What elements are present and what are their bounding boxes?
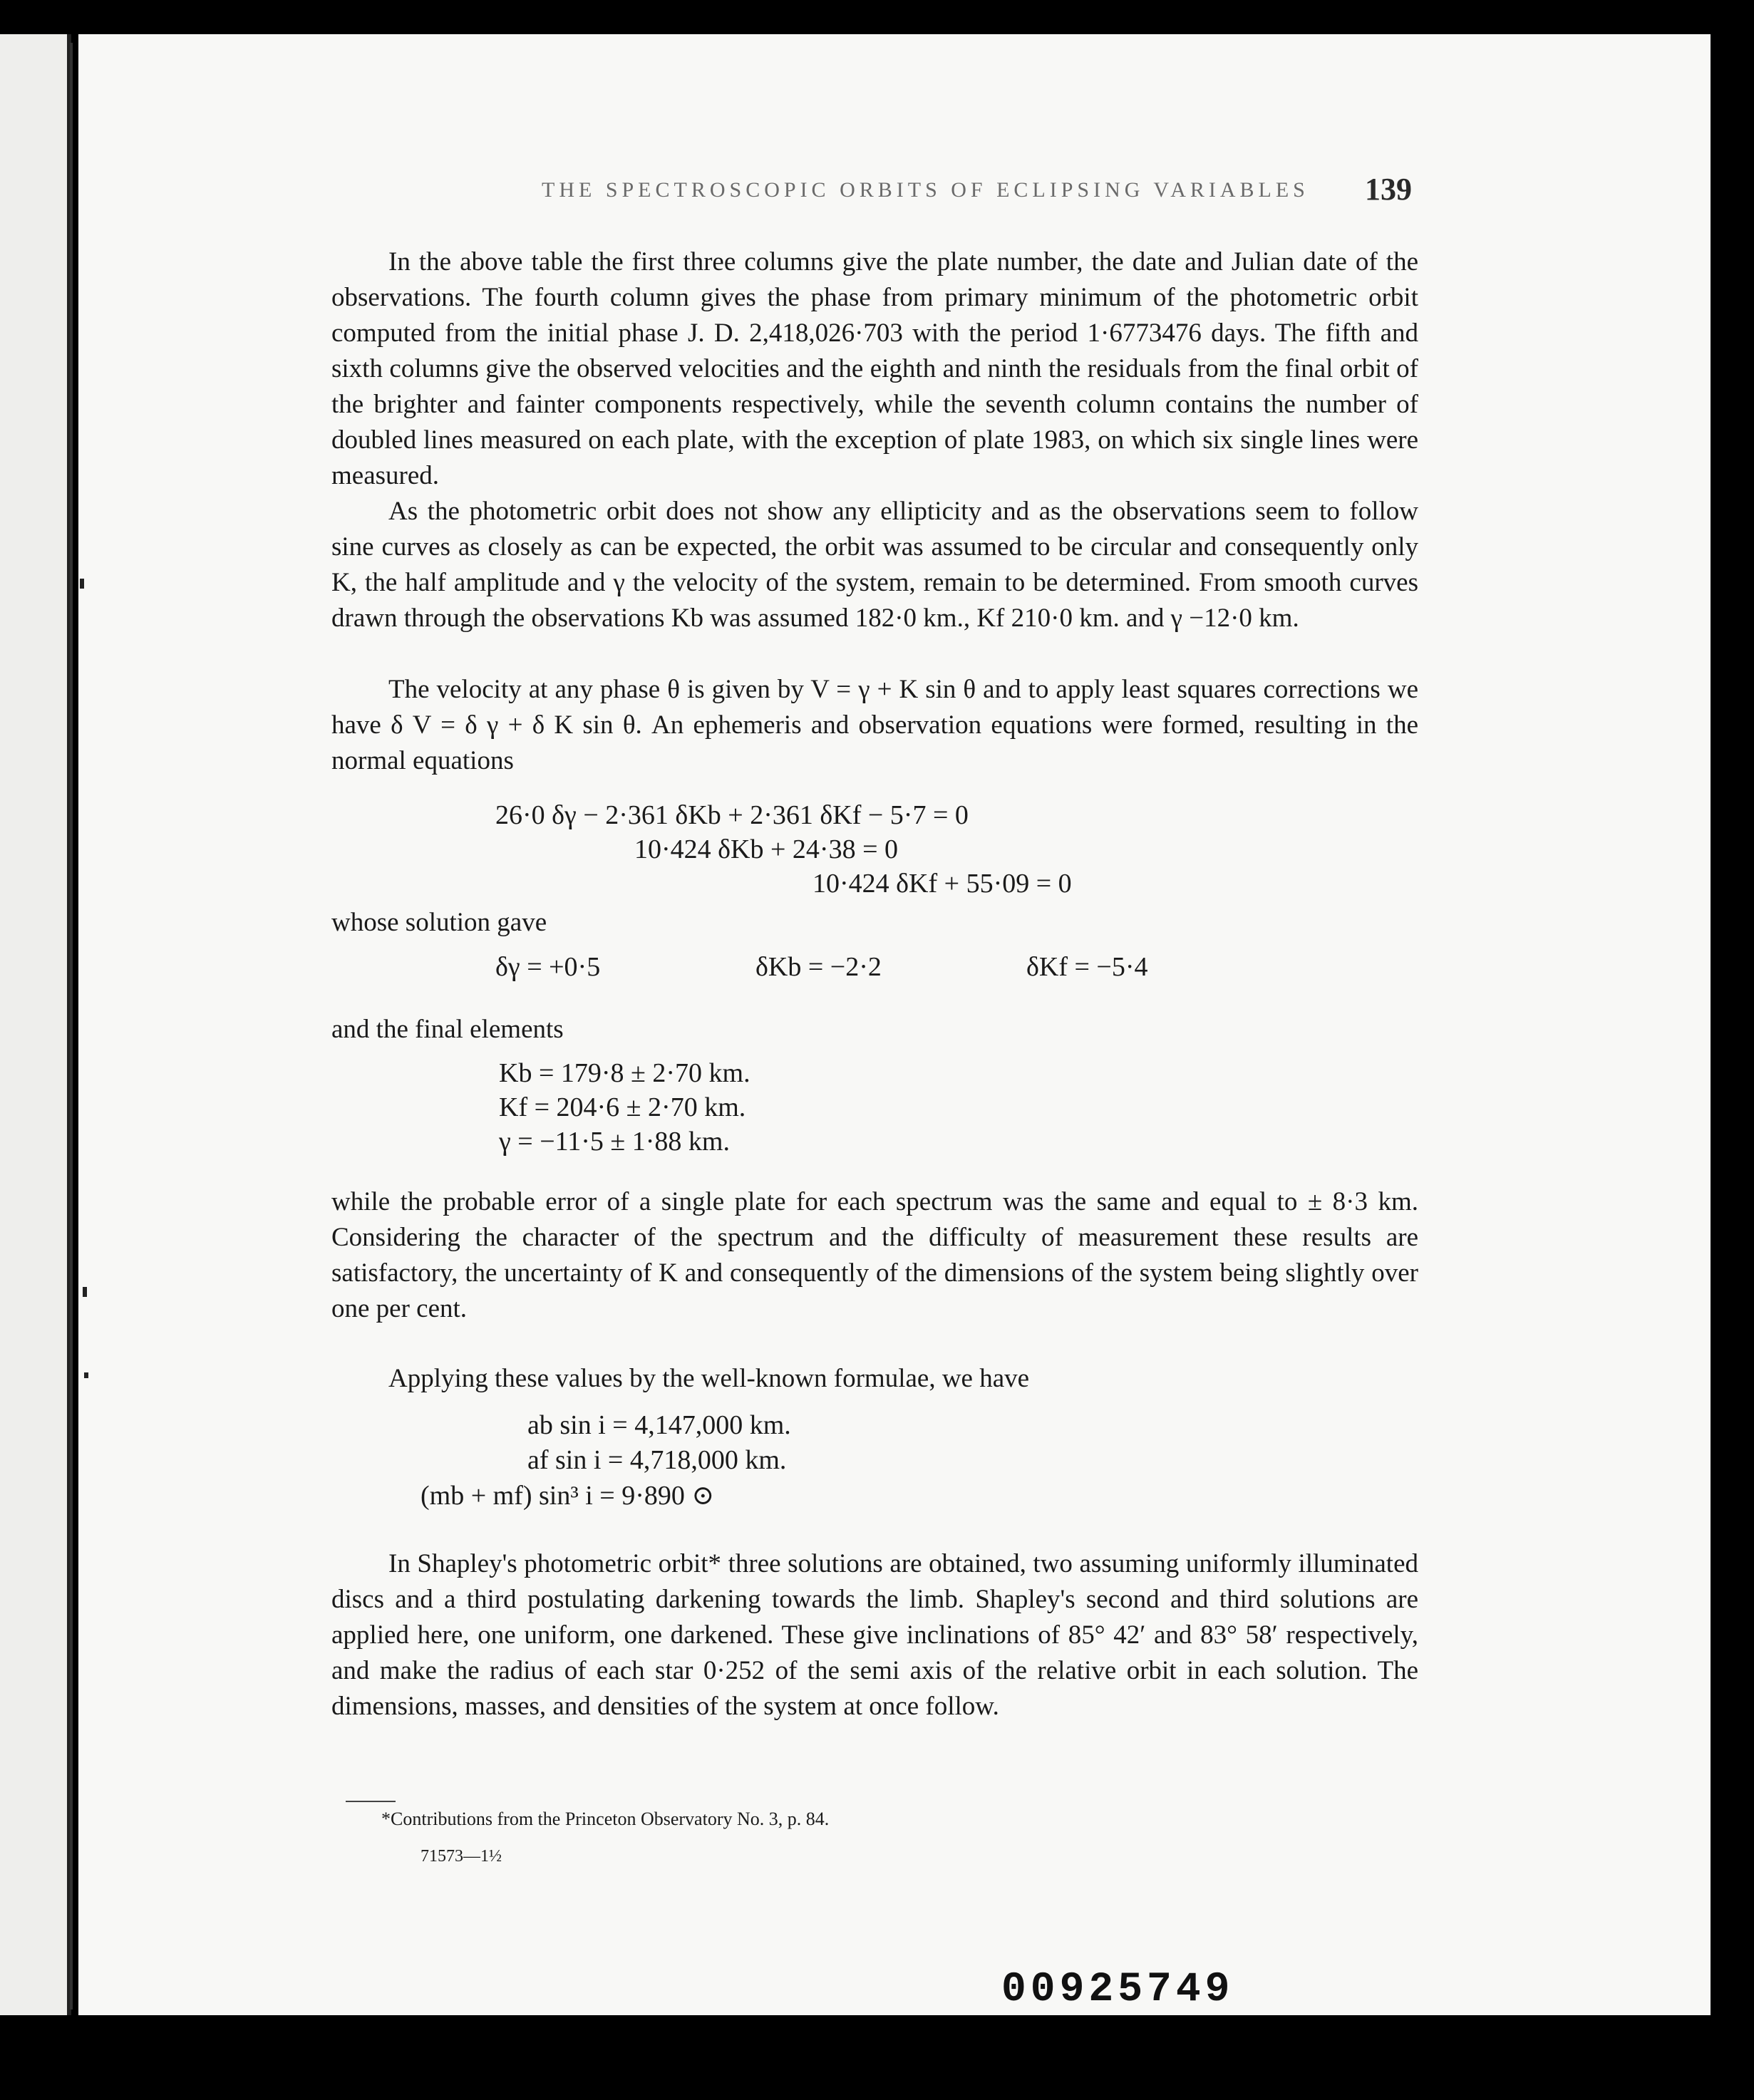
normal-equation-3: 10·424 δKf + 55·09 = 0 — [812, 869, 1072, 899]
paragraph-shapley: In Shapley's photometric orbit* three solutions are obtained, two assuming uniformly illuminated discs and a third postulating darkening towards the limb. Shapley's second and third solutions are applied here, one uniform, one darkened. These give inclinations of 85° 42′ and 83° 58′ respectively, and make the radius of each star 0·252 of the semi axis of the relative orbit in each solution. The dimensions, masses, and densities of the system at once follow. — [331, 1549, 1418, 1721]
formulae-lead: Applying these values by the well-known formulae, we have — [388, 1364, 1030, 1393]
paragraph-least-squares: The velocity at any phase θ is given by V = γ + K sin θ and to apply least squares corrections we have δ V = δ γ + δ K sin θ. An ephemeris and observation equations were formed, resulting in the normal equations — [331, 675, 1418, 775]
scan-mark — [84, 1372, 88, 1378]
scan-mark — [83, 1287, 87, 1297]
solution-dgamma: δγ = +0·5 — [495, 952, 601, 982]
footnote: *Contributions from the Princeton Observatory No. 3, p. 84. — [381, 1809, 830, 1829]
paragraph-probable-error: while the probable error of a single plate for each spectrum was the same and equal to ± 8·3 km. Considering the character of the spectrum and the difficulty of measurement these results are satisfactory, the uncertainty of K and consequently of the dimensions of the system being slightly over one per cent. — [331, 1187, 1418, 1323]
element-kf: Kf = 204·6 ± 2·70 km. — [499, 1092, 746, 1122]
frame-number-stamp: 00925749 — [1001, 1967, 1234, 2013]
paragraph-circular-orbit: As the photometric orbit does not show any ellipticity and as the observations seem to follow sine curves as closely as can be expected, the orbit was assumed to be circular and consequently only K, the half amplitude and γ the velocity of the system, remain to be determined. From smooth curves drawn through the observations Kb was assumed 182·0 km., Kf 210·0 km. and γ −12·0 km. — [331, 497, 1418, 633]
footnote-rule — [346, 1801, 396, 1802]
solution-lead: whose solution gave — [331, 908, 547, 937]
adjacent-page-edge — [0, 34, 71, 2015]
solution-dkb: δKb = −2·2 — [755, 952, 882, 982]
solution-dkf: δKf = −5·4 — [1026, 952, 1148, 982]
running-title: THE SPECTROSCOPIC ORBITS OF ECLIPSING VARIABLES — [542, 178, 1309, 202]
element-kb: Kb = 179·8 ± 2·70 km. — [499, 1058, 750, 1088]
elements-lead: and the final elements — [331, 1015, 564, 1044]
normal-equation-2: 10·424 δKb + 24·38 = 0 — [634, 834, 899, 864]
formula-ab: ab sin i = 4,147,000 km. — [527, 1410, 791, 1440]
element-gamma: γ = −11·5 ± 1·88 km. — [499, 1127, 730, 1157]
page-number: 139 — [1365, 172, 1412, 207]
paragraph-table-description: In the above table the first three columns give the plate number, the date and Julian date of the observations. The fourth column gives the phase from primary minimum of the photometric orbit computed from the initial phase J. D. 2,418,026·703 with the period 1·6773476 days. The fifth and sixth columns give the observed velocities and the eighth and ninth the residuals from the final orbit of the brighter and fainter components respectively, while the seventh column contains the number of doubled lines measured on each plate, with the exception of plate 1983, on which six single lines were measured. — [331, 247, 1418, 490]
normal-equation-1: 26·0 δγ − 2·361 δKb + 2·361 δKf − 5·7 = 0 — [495, 800, 969, 830]
binding-rule — [70, 43, 73, 2010]
formula-af: af sin i = 4,718,000 km. — [527, 1445, 787, 1475]
print-code: 71573—1½ — [421, 1847, 502, 1866]
formula-mass: (mb + mf) sin³ i = 9·890 ⊙ — [421, 1481, 715, 1511]
scan-mark — [80, 579, 84, 589]
